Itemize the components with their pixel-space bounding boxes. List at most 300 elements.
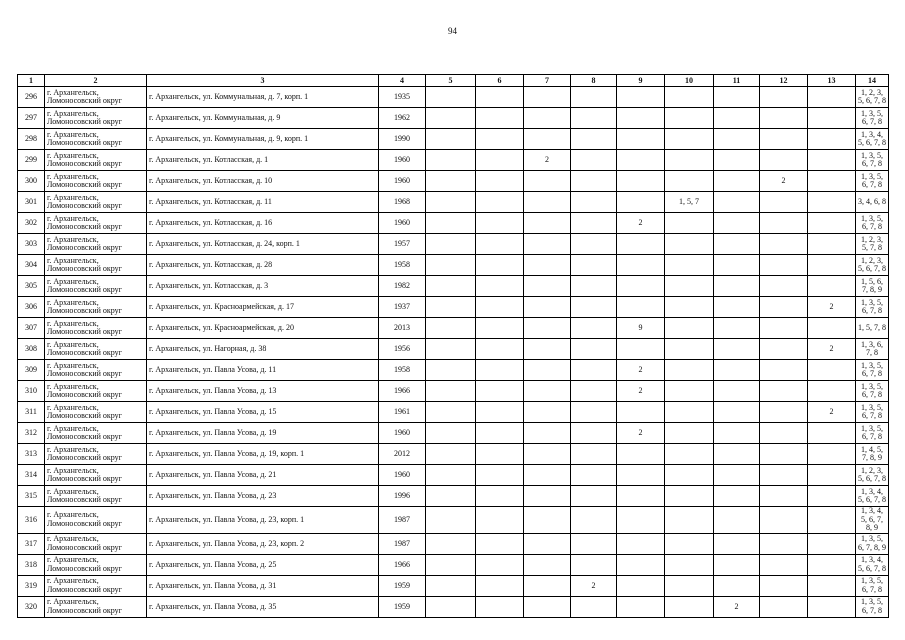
col-6-cell xyxy=(476,234,524,255)
col-11-cell xyxy=(714,465,760,486)
col-11-cell xyxy=(714,402,760,423)
col-12-cell xyxy=(760,297,808,318)
col-7-cell xyxy=(524,360,571,381)
col-7-cell xyxy=(524,381,571,402)
col-11-cell xyxy=(714,360,760,381)
col-9-cell xyxy=(617,402,665,423)
col-9-cell xyxy=(617,596,665,617)
col-11-cell xyxy=(714,150,760,171)
col-9-cell xyxy=(617,533,665,554)
col-8-cell xyxy=(571,423,617,444)
address-cell: г. Архангельск, ул. Нагорная, д. 38 xyxy=(147,339,379,360)
col-13-cell xyxy=(808,381,856,402)
col-14-cell: 1, 3, 5, 6, 7, 8 xyxy=(856,213,889,234)
district-cell: г. Архангельск, Ломоносовский округ xyxy=(45,192,147,213)
table-row xyxy=(18,554,889,575)
col-10-cell xyxy=(665,255,714,276)
col-12-cell xyxy=(760,129,808,150)
column-header: 4 xyxy=(379,75,426,87)
col-11-cell: 2 xyxy=(714,596,760,617)
col-14-cell: 1, 3, 5, 6, 7, 8 xyxy=(856,108,889,129)
col-8-cell xyxy=(571,297,617,318)
district-cell: г. Архангельск, Ломоносовский округ xyxy=(45,360,147,381)
col-10-cell xyxy=(665,87,714,108)
row-number-cell: 299 xyxy=(18,150,45,171)
col-6-cell xyxy=(476,444,524,465)
col-8-cell xyxy=(571,381,617,402)
col-6-cell xyxy=(476,381,524,402)
col-5-cell xyxy=(426,507,476,534)
table-row xyxy=(18,381,889,402)
col-14-cell: 1, 3, 4, 5, 6, 7, 8 xyxy=(856,554,889,575)
row-number-cell: 300 xyxy=(18,171,45,192)
col-8-cell xyxy=(571,402,617,423)
col-6-cell xyxy=(476,554,524,575)
col-12-cell xyxy=(760,381,808,402)
column-header: 9 xyxy=(617,75,665,87)
col-5-cell xyxy=(426,423,476,444)
col-7-cell xyxy=(524,276,571,297)
col-14-cell: 1, 3, 4, 5, 6, 7, 8 xyxy=(856,129,889,150)
col-8-cell xyxy=(571,234,617,255)
address-cell: г. Архангельск, ул. Красноармейская, д. 17 xyxy=(147,297,379,318)
col-11-cell xyxy=(714,575,760,596)
col-13-cell xyxy=(808,276,856,297)
year-cell: 1968 xyxy=(379,192,426,213)
column-header: 1 xyxy=(18,75,45,87)
col-12-cell xyxy=(760,554,808,575)
col-6-cell xyxy=(476,575,524,596)
col-12-cell xyxy=(760,192,808,213)
address-cell: г. Архангельск, ул. Павла Усова, д. 31 xyxy=(147,575,379,596)
col-10-cell xyxy=(665,234,714,255)
row-number-cell: 304 xyxy=(18,255,45,276)
col-7-cell xyxy=(524,423,571,444)
address-cell: г. Архангельск, ул. Котласская, д. 24, корп. 1 xyxy=(147,234,379,255)
col-7-cell xyxy=(524,596,571,617)
district-cell: г. Архангельск, Ломоносовский округ xyxy=(45,234,147,255)
table-row xyxy=(18,108,889,129)
address-cell: г. Архангельск, ул. Котласская, д. 3 xyxy=(147,276,379,297)
col-9-cell: 2 xyxy=(617,213,665,234)
year-cell: 1966 xyxy=(379,381,426,402)
col-12-cell xyxy=(760,402,808,423)
address-cell: г. Архангельск, ул. Павла Усова, д. 19, корп. 1 xyxy=(147,444,379,465)
col-14-cell: 1, 3, 5, 6, 7, 8, 9 xyxy=(856,533,889,554)
col-7-cell xyxy=(524,213,571,234)
year-cell: 1960 xyxy=(379,171,426,192)
district-cell: г. Архангельск, Ломоносовский округ xyxy=(45,108,147,129)
table-row xyxy=(18,360,889,381)
column-header: 2 xyxy=(45,75,147,87)
column-header: 3 xyxy=(147,75,379,87)
col-12-cell xyxy=(760,276,808,297)
col-12-cell xyxy=(760,444,808,465)
year-cell: 1990 xyxy=(379,129,426,150)
col-12-cell xyxy=(760,150,808,171)
address-cell: г. Архангельск, ул. Котласская, д. 10 xyxy=(147,171,379,192)
col-6-cell xyxy=(476,255,524,276)
col-12-cell xyxy=(760,533,808,554)
col-5-cell xyxy=(426,255,476,276)
col-10-cell xyxy=(665,423,714,444)
row-number-cell: 310 xyxy=(18,381,45,402)
col-12-cell xyxy=(760,423,808,444)
col-13-cell xyxy=(808,465,856,486)
col-10-cell xyxy=(665,444,714,465)
table-row xyxy=(18,444,889,465)
col-8-cell xyxy=(571,444,617,465)
row-number-cell: 316 xyxy=(18,507,45,534)
col-12-cell xyxy=(760,465,808,486)
col-8-cell xyxy=(571,339,617,360)
col-12-cell xyxy=(760,360,808,381)
district-cell: г. Архангельск, Ломоносовский округ xyxy=(45,276,147,297)
column-header: 13 xyxy=(808,75,856,87)
table-row xyxy=(18,129,889,150)
col-9-cell xyxy=(617,297,665,318)
row-number-cell: 317 xyxy=(18,533,45,554)
address-cell: г. Архангельск, ул. Павла Усова, д. 25 xyxy=(147,554,379,575)
col-5-cell xyxy=(426,486,476,507)
row-number-cell: 313 xyxy=(18,444,45,465)
col-11-cell xyxy=(714,507,760,534)
col-12-cell xyxy=(760,234,808,255)
address-cell: г. Архангельск, ул. Котласская, д. 1 xyxy=(147,150,379,171)
col-6-cell xyxy=(476,465,524,486)
column-header: 5 xyxy=(426,75,476,87)
column-header: 14 xyxy=(856,75,889,87)
row-number-cell: 297 xyxy=(18,108,45,129)
table-row xyxy=(18,234,889,255)
address-cell: г. Архангельск, ул. Павла Усова, д. 11 xyxy=(147,360,379,381)
district-cell: г. Архангельск, Ломоносовский округ xyxy=(45,402,147,423)
col-8-cell xyxy=(571,318,617,339)
col-11-cell xyxy=(714,423,760,444)
col-5-cell xyxy=(426,465,476,486)
column-header: 6 xyxy=(476,75,524,87)
col-13-cell xyxy=(808,423,856,444)
year-cell: 1937 xyxy=(379,297,426,318)
col-13-cell xyxy=(808,255,856,276)
col-5-cell xyxy=(426,360,476,381)
col-14-cell: 1, 2, 3, 5, 6, 7, 8 xyxy=(856,87,889,108)
col-10-cell xyxy=(665,533,714,554)
year-cell: 1959 xyxy=(379,596,426,617)
year-cell: 1996 xyxy=(379,486,426,507)
col-13-cell xyxy=(808,108,856,129)
col-12-cell xyxy=(760,87,808,108)
col-14-cell: 1, 3, 5, 6, 7, 8 xyxy=(856,402,889,423)
address-cell: г. Архангельск, ул. Павла Усова, д. 13 xyxy=(147,381,379,402)
col-6-cell xyxy=(476,108,524,129)
page-number: 94 xyxy=(448,26,457,36)
col-6-cell xyxy=(476,596,524,617)
col-10-cell xyxy=(665,171,714,192)
col-9-cell xyxy=(617,150,665,171)
col-11-cell xyxy=(714,381,760,402)
district-cell: г. Архангельск, Ломоносовский округ xyxy=(45,596,147,617)
row-number-cell: 320 xyxy=(18,596,45,617)
table-row xyxy=(18,213,889,234)
year-cell: 1960 xyxy=(379,150,426,171)
row-number-cell: 319 xyxy=(18,575,45,596)
col-11-cell xyxy=(714,192,760,213)
col-12-cell xyxy=(760,596,808,617)
table-row xyxy=(18,402,889,423)
col-12-cell xyxy=(760,255,808,276)
address-cell: г. Архангельск, ул. Коммунальная, д. 7, корп. 1 xyxy=(147,87,379,108)
row-number-cell: 305 xyxy=(18,276,45,297)
col-8-cell xyxy=(571,465,617,486)
year-cell: 1982 xyxy=(379,276,426,297)
col-12-cell xyxy=(760,486,808,507)
col-8-cell xyxy=(571,255,617,276)
row-number-cell: 308 xyxy=(18,339,45,360)
col-5-cell xyxy=(426,596,476,617)
col-5-cell xyxy=(426,554,476,575)
district-cell: г. Архангельск, Ломоносовский округ xyxy=(45,150,147,171)
col-12-cell xyxy=(760,318,808,339)
col-10-cell xyxy=(665,150,714,171)
year-cell: 1959 xyxy=(379,575,426,596)
buildings-table xyxy=(17,74,889,618)
col-13-cell: 2 xyxy=(808,402,856,423)
year-cell: 1957 xyxy=(379,234,426,255)
col-10-cell xyxy=(665,108,714,129)
col-9-cell xyxy=(617,444,665,465)
col-5-cell xyxy=(426,108,476,129)
col-14-cell: 1, 5, 7, 8 xyxy=(856,318,889,339)
table-row xyxy=(18,596,889,617)
col-10-cell xyxy=(665,276,714,297)
col-7-cell xyxy=(524,486,571,507)
col-9-cell xyxy=(617,255,665,276)
col-5-cell xyxy=(426,402,476,423)
row-number-cell: 303 xyxy=(18,234,45,255)
row-number-cell: 315 xyxy=(18,486,45,507)
col-8-cell xyxy=(571,108,617,129)
col-7-cell xyxy=(524,108,571,129)
col-12-cell xyxy=(760,213,808,234)
col-10-cell xyxy=(665,486,714,507)
column-header: 7 xyxy=(524,75,571,87)
col-9-cell xyxy=(617,465,665,486)
col-5-cell xyxy=(426,297,476,318)
district-cell: г. Архангельск, Ломоносовский округ xyxy=(45,318,147,339)
col-13-cell xyxy=(808,87,856,108)
column-header: 10 xyxy=(665,75,714,87)
col-10-cell xyxy=(665,297,714,318)
column-header: 12 xyxy=(760,75,808,87)
col-10-cell xyxy=(665,507,714,534)
col-13-cell xyxy=(808,192,856,213)
col-13-cell xyxy=(808,554,856,575)
col-14-cell: 1, 3, 5, 6, 7, 8 xyxy=(856,381,889,402)
col-13-cell xyxy=(808,150,856,171)
col-7-cell xyxy=(524,402,571,423)
col-7-cell xyxy=(524,318,571,339)
address-cell: г. Архангельск, ул. Павла Усова, д. 35 xyxy=(147,596,379,617)
column-header: 8 xyxy=(571,75,617,87)
col-11-cell xyxy=(714,171,760,192)
col-9-cell xyxy=(617,129,665,150)
col-9-cell xyxy=(617,234,665,255)
col-6-cell xyxy=(476,87,524,108)
row-number-cell: 306 xyxy=(18,297,45,318)
col-14-cell: 1, 2, 3, 5, 6, 7, 8 xyxy=(856,255,889,276)
col-12-cell xyxy=(760,575,808,596)
col-9-cell: 9 xyxy=(617,318,665,339)
table-row xyxy=(18,507,889,534)
address-cell: г. Архангельск, ул. Павла Усова, д. 23, корп. 1 xyxy=(147,507,379,534)
col-13-cell xyxy=(808,575,856,596)
year-cell: 1987 xyxy=(379,533,426,554)
district-cell: г. Архангельск, Ломоносовский округ xyxy=(45,87,147,108)
col-8-cell xyxy=(571,192,617,213)
col-5-cell xyxy=(426,276,476,297)
col-14-cell: 1, 3, 5, 6, 7, 8 xyxy=(856,423,889,444)
col-8-cell xyxy=(571,276,617,297)
col-8-cell xyxy=(571,507,617,534)
col-14-cell: 1, 3, 4, 5, 6, 7, 8 xyxy=(856,486,889,507)
col-11-cell xyxy=(714,297,760,318)
col-11-cell xyxy=(714,318,760,339)
col-6-cell xyxy=(476,402,524,423)
col-10-cell xyxy=(665,465,714,486)
col-13-cell xyxy=(808,360,856,381)
col-10-cell xyxy=(665,213,714,234)
col-6-cell xyxy=(476,276,524,297)
col-10-cell: 1, 5, 7 xyxy=(665,192,714,213)
col-7-cell xyxy=(524,129,571,150)
col-12-cell xyxy=(760,108,808,129)
col-9-cell xyxy=(617,554,665,575)
col-10-cell xyxy=(665,596,714,617)
col-11-cell xyxy=(714,276,760,297)
table-row xyxy=(18,339,889,360)
col-14-cell: 3, 4, 6, 8 xyxy=(856,192,889,213)
table-row xyxy=(18,276,889,297)
district-cell: г. Архангельск, Ломоносовский округ xyxy=(45,297,147,318)
col-11-cell xyxy=(714,533,760,554)
col-5-cell xyxy=(426,213,476,234)
col-8-cell xyxy=(571,360,617,381)
col-9-cell: 2 xyxy=(617,423,665,444)
col-10-cell xyxy=(665,129,714,150)
table-row xyxy=(18,486,889,507)
col-13-cell xyxy=(808,129,856,150)
row-number-cell: 298 xyxy=(18,129,45,150)
col-6-cell xyxy=(476,507,524,534)
row-number-cell: 318 xyxy=(18,554,45,575)
col-9-cell xyxy=(617,276,665,297)
col-10-cell xyxy=(665,318,714,339)
district-cell: г. Архангельск, Ломоносовский округ xyxy=(45,507,147,534)
table-body xyxy=(18,87,889,618)
col-7-cell xyxy=(524,465,571,486)
col-6-cell xyxy=(476,129,524,150)
year-cell: 1935 xyxy=(379,87,426,108)
col-6-cell xyxy=(476,339,524,360)
col-7-cell xyxy=(524,234,571,255)
col-6-cell xyxy=(476,171,524,192)
col-14-cell: 1, 3, 5, 6, 7, 8 xyxy=(856,596,889,617)
col-10-cell xyxy=(665,339,714,360)
col-8-cell: 2 xyxy=(571,575,617,596)
col-13-cell xyxy=(808,533,856,554)
table-row xyxy=(18,87,889,108)
col-13-cell xyxy=(808,507,856,534)
year-cell: 1962 xyxy=(379,108,426,129)
col-7-cell xyxy=(524,444,571,465)
col-14-cell: 1, 5, 6, 7, 8, 9 xyxy=(856,276,889,297)
col-13-cell xyxy=(808,486,856,507)
district-cell: г. Архангельск, Ломоносовский округ xyxy=(45,213,147,234)
row-number-cell: 301 xyxy=(18,192,45,213)
col-9-cell: 2 xyxy=(617,381,665,402)
col-12-cell xyxy=(760,507,808,534)
address-cell: г. Архангельск, ул. Красноармейская, д. 20 xyxy=(147,318,379,339)
col-6-cell xyxy=(476,192,524,213)
col-8-cell xyxy=(571,129,617,150)
col-8-cell xyxy=(571,171,617,192)
col-11-cell xyxy=(714,554,760,575)
district-cell: г. Архангельск, Ломоносовский округ xyxy=(45,255,147,276)
col-5-cell xyxy=(426,150,476,171)
col-5-cell xyxy=(426,533,476,554)
col-10-cell xyxy=(665,360,714,381)
col-14-cell: 1, 4, 5, 7, 8, 9 xyxy=(856,444,889,465)
header-row xyxy=(18,75,889,87)
col-13-cell: 2 xyxy=(808,339,856,360)
district-cell: г. Архангельск, Ломоносовский округ xyxy=(45,486,147,507)
col-5-cell xyxy=(426,192,476,213)
year-cell: 1960 xyxy=(379,423,426,444)
row-number-cell: 302 xyxy=(18,213,45,234)
col-8-cell xyxy=(571,213,617,234)
col-7-cell xyxy=(524,575,571,596)
year-cell: 1958 xyxy=(379,360,426,381)
row-number-cell: 312 xyxy=(18,423,45,444)
address-cell: г. Архангельск, ул. Павла Усова, д. 23 xyxy=(147,486,379,507)
row-number-cell: 314 xyxy=(18,465,45,486)
year-cell: 2012 xyxy=(379,444,426,465)
col-6-cell xyxy=(476,533,524,554)
table-row xyxy=(18,255,889,276)
district-cell: г. Архангельск, Ломоносовский округ xyxy=(45,423,147,444)
row-number-cell: 296 xyxy=(18,87,45,108)
col-11-cell xyxy=(714,234,760,255)
col-14-cell: 1, 3, 5, 6, 7, 8 xyxy=(856,575,889,596)
col-5-cell xyxy=(426,575,476,596)
col-14-cell: 1, 3, 5, 6, 7, 8 xyxy=(856,150,889,171)
col-14-cell: 1, 2, 3, 5, 6, 7, 8 xyxy=(856,465,889,486)
col-13-cell xyxy=(808,596,856,617)
col-9-cell xyxy=(617,575,665,596)
col-9-cell xyxy=(617,108,665,129)
col-6-cell xyxy=(476,213,524,234)
address-cell: г. Архангельск, ул. Котласская, д. 16 xyxy=(147,213,379,234)
address-cell: г. Архангельск, ул. Коммунальная, д. 9, корп. 1 xyxy=(147,129,379,150)
col-8-cell xyxy=(571,533,617,554)
col-8-cell xyxy=(571,554,617,575)
col-8-cell xyxy=(571,150,617,171)
col-11-cell xyxy=(714,255,760,276)
col-10-cell xyxy=(665,402,714,423)
col-7-cell xyxy=(524,339,571,360)
col-5-cell xyxy=(426,129,476,150)
